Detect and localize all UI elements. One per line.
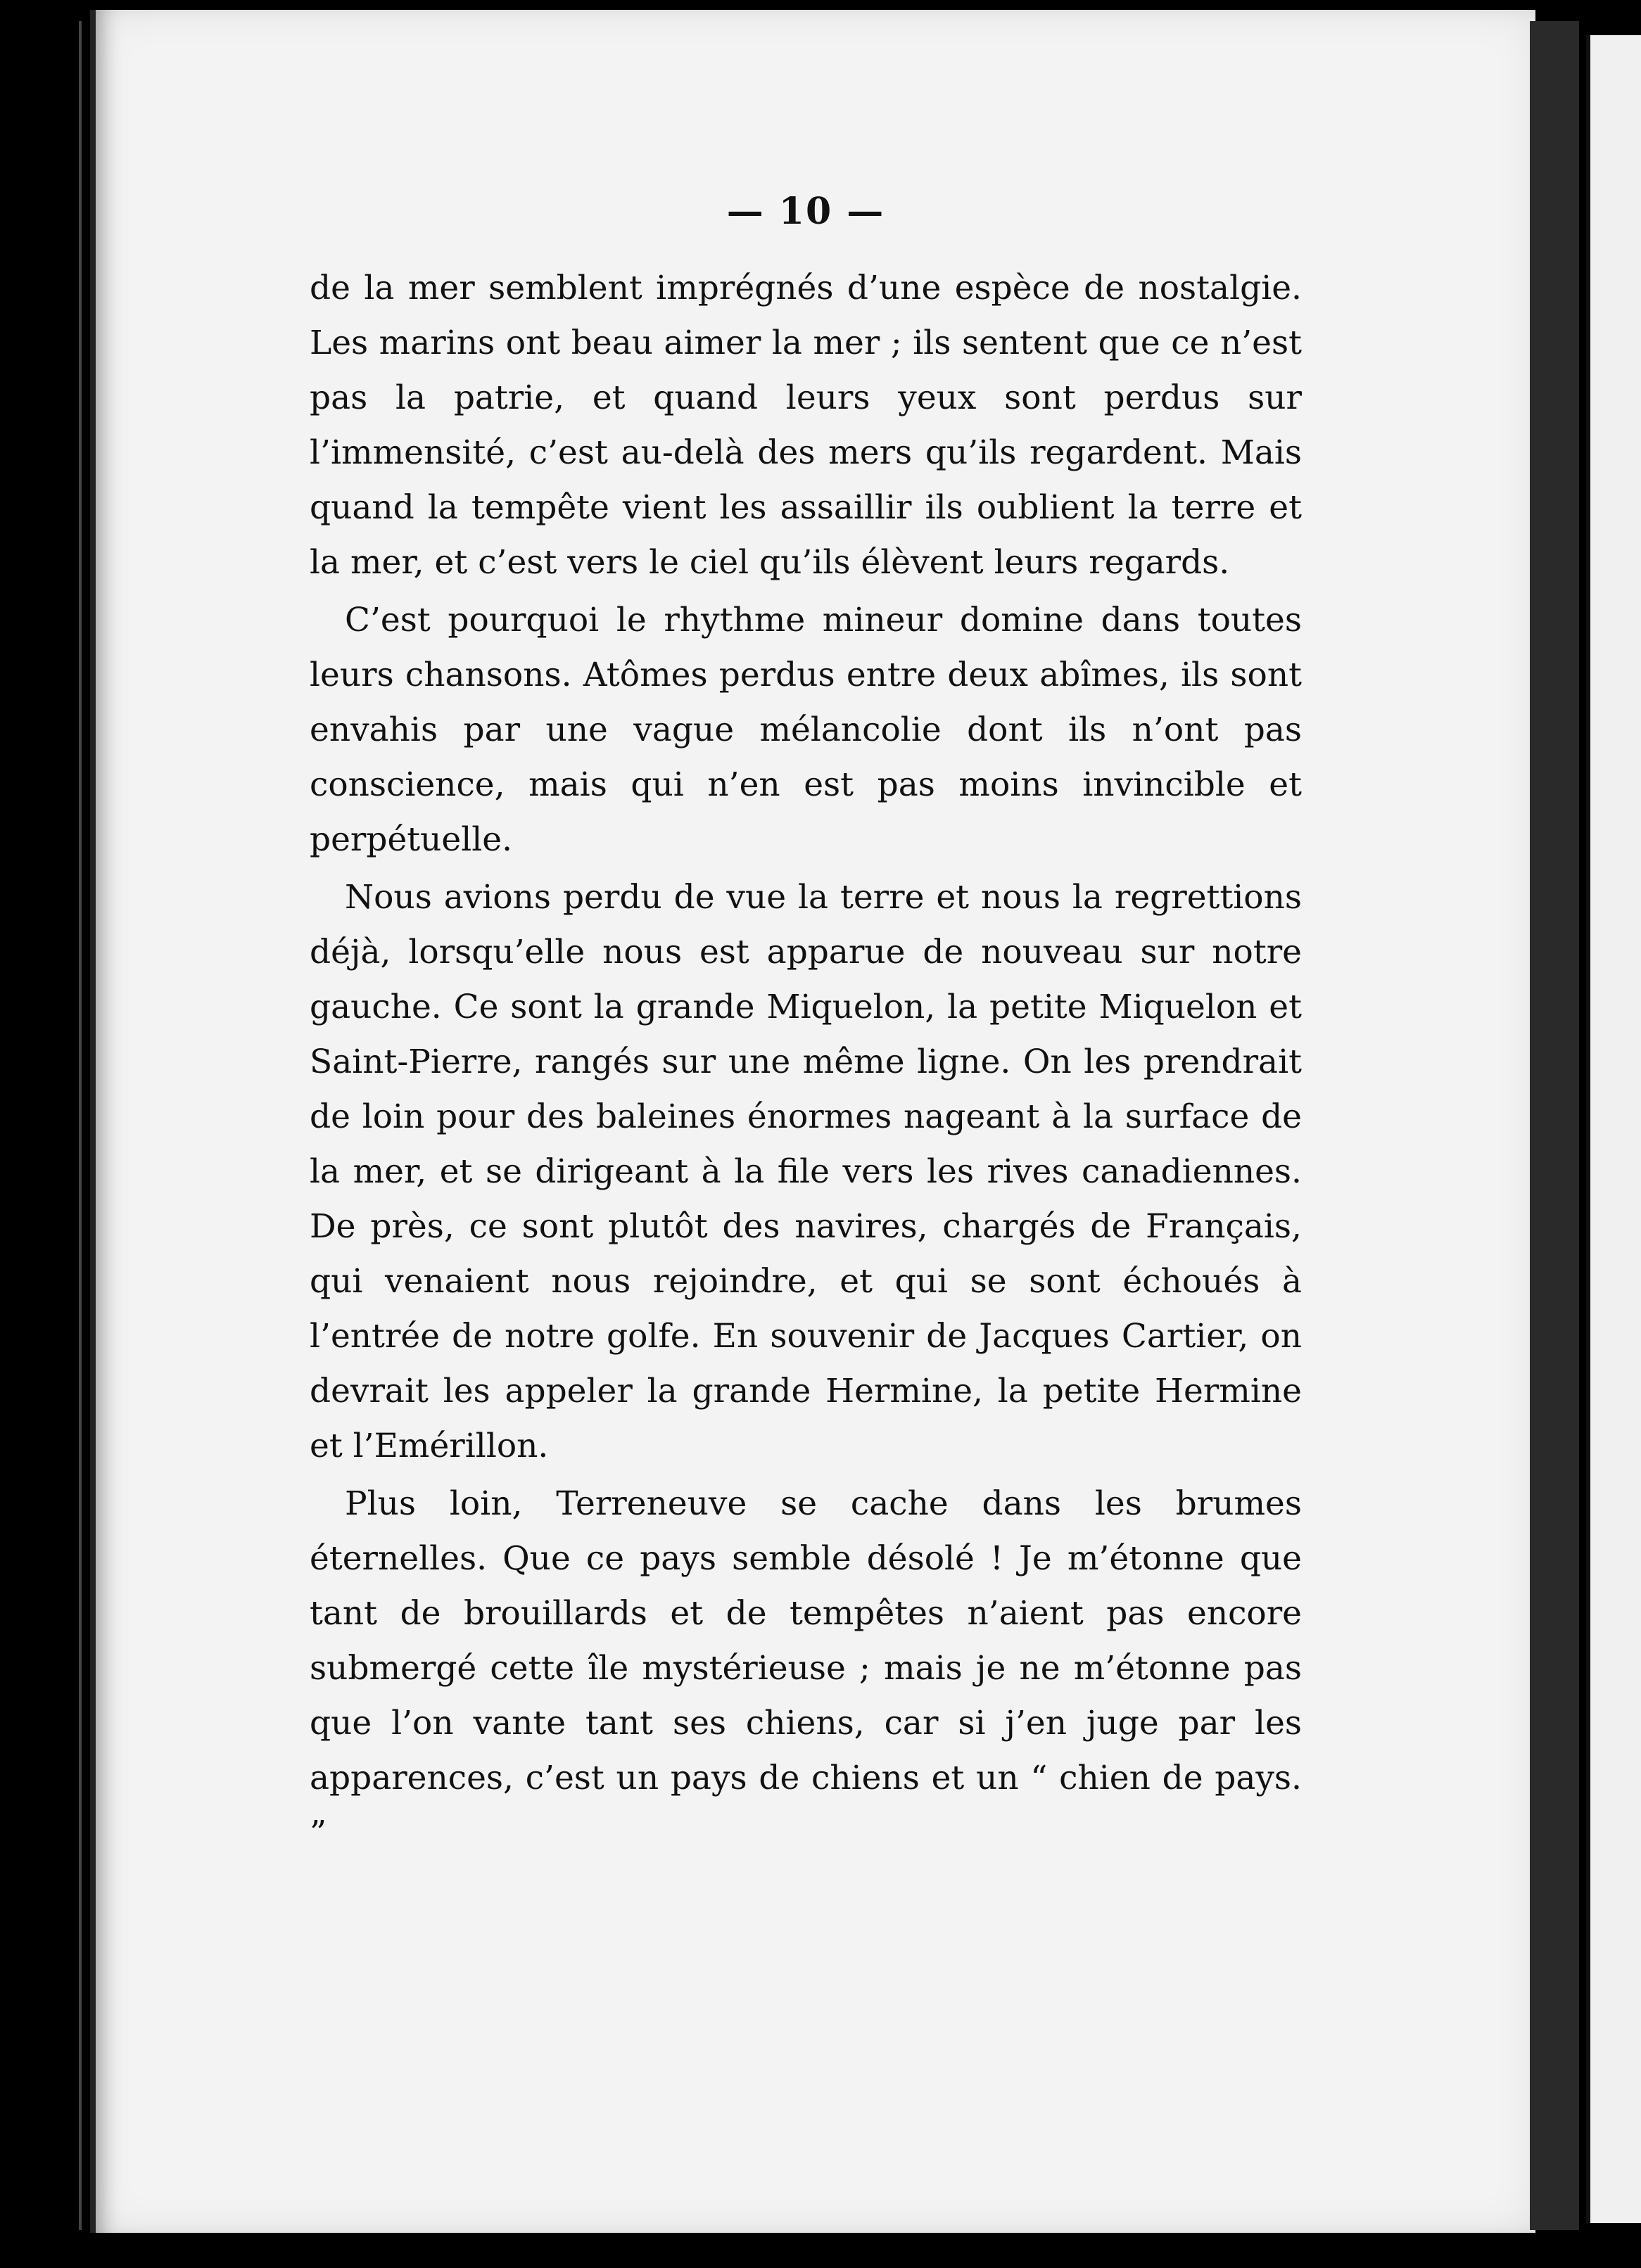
paragraph: Plus loin, Terreneuve se cache dans les brumes éternelles. Que ce pays semble désolé ! Je m’étonne que tant de brouillards et de tempêtes n’aient pas encore submergé cette île mystérieuse ; mais je ne m’étonne pas que l’on vante tant ses chiens, car si j’en juge par les apparences, c’est un pays de chiens et un “ chien de pays. ”: [310, 1484, 1302, 1852]
paragraph: Nous avions perdu de vue la terre et nous la regrettions déjà, lorsqu’elle nous est apparue de nouveau sur notre gauche. Ce sont la grande Miquelon, la petite Miquelon et Saint-Pierre, rangés sur une même ligne. On les prendrait de loin pour des baleines énormes nageant à la surface de la mer, et se dirigeant à la file vers les rives canadiennes. De près, ce sont plutôt des navires, chargés de Français, qui venaient nous rejoindre, et qui se sont échoués à l’entrée de notre golfe. En souvenir de Jacques Cartier, on devrait les appeler la grande Hermine, la petite Hermine et l’Emérillon.: [310, 878, 1302, 1465]
page-number: — 10 —: [726, 190, 885, 233]
left-margin-rule: [79, 21, 82, 2230]
paragraph: C’est pourquoi le rhythme mineur domine dans toutes leurs chansons. Atômes perdus entre deux abîmes, ils sont envahis par une vague mélancolie dont ils n’ont pas conscience, mais qui n’en est pas moins invincible et perpétuelle.: [310, 601, 1302, 859]
book-spine-shadow: [1530, 21, 1579, 2230]
paragraph-continued: de la mer semblent imprégnés d’une espèce de nostalgie. Les marins ont beau aimer la mer ; ils sentent que ce n’est pas la patrie, et quand leurs yeux sont perdus sur l’immensité, c’est au-delà des mers qu’ils regardent. Mais quand la tempête vient les assaillir ils oublient la terre et la mer, et c’est vers le ciel qu’ils élèvent leurs regards.: [310, 269, 1302, 582]
adjacent-page-edge: [1586, 35, 1641, 2223]
page-text: [310, 190, 1302, 1864]
